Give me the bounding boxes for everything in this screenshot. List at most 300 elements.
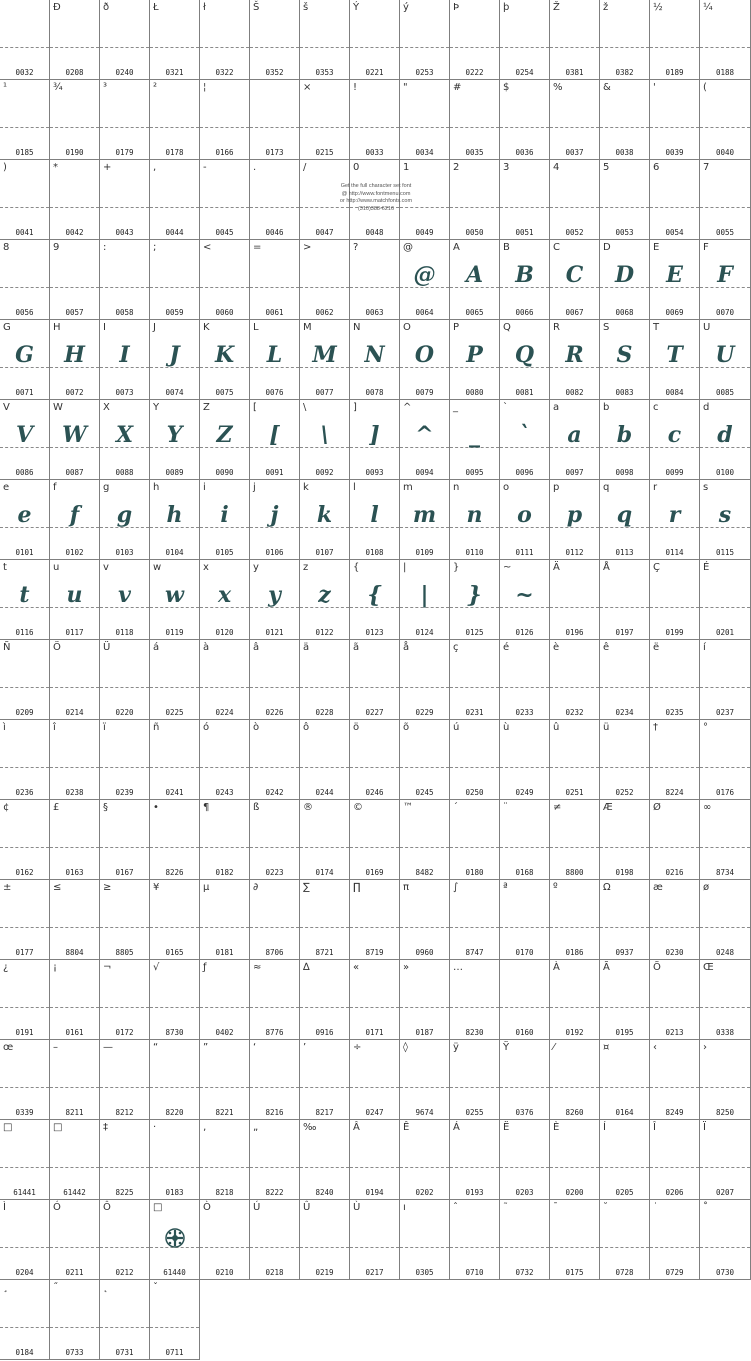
glyph-cell bbox=[0, 1280, 50, 1360]
character-label: o bbox=[503, 482, 510, 493]
glyph-cell bbox=[0, 240, 50, 320]
glyph-cell bbox=[550, 880, 600, 960]
character-label: ˙ bbox=[653, 1202, 658, 1213]
baseline-divider bbox=[500, 927, 549, 928]
character-label: ñ bbox=[153, 722, 160, 733]
character-label: ½ bbox=[653, 2, 663, 13]
character-label: 3 bbox=[503, 162, 510, 173]
character-label: , bbox=[153, 162, 157, 173]
character-label: Ø bbox=[653, 802, 661, 813]
character-label: ◊ bbox=[403, 1042, 408, 1053]
character-code: 0220 bbox=[115, 708, 134, 717]
character-label: ú bbox=[453, 722, 460, 733]
glyph-cell bbox=[550, 800, 600, 880]
character-code: 0228 bbox=[315, 708, 334, 717]
character-label: Á bbox=[453, 1122, 460, 1133]
character-label: … bbox=[453, 962, 463, 973]
character-code: 0227 bbox=[365, 708, 384, 717]
character-code: 0116 bbox=[15, 628, 34, 637]
baseline-divider bbox=[0, 127, 49, 128]
character-code: 0053 bbox=[615, 228, 634, 237]
glyph-cell bbox=[450, 1120, 500, 1200]
glyph-cell bbox=[300, 800, 350, 880]
character-label: ˚ bbox=[703, 1202, 708, 1213]
glyph-cell bbox=[550, 0, 600, 80]
character-code: 0105 bbox=[215, 548, 234, 557]
glyph-cell bbox=[300, 1120, 350, 1200]
glyph-cell bbox=[700, 80, 751, 160]
character-code: 8776 bbox=[265, 1028, 284, 1037]
character-label: ˘ bbox=[603, 1202, 608, 1213]
baseline-divider bbox=[100, 1247, 149, 1248]
glyph-cell bbox=[100, 240, 150, 320]
glyph-cell bbox=[450, 0, 500, 80]
character-code: 0233 bbox=[515, 708, 534, 717]
character-label: Þ bbox=[453, 2, 460, 13]
baseline-divider bbox=[50, 1247, 99, 1248]
character-label: Z bbox=[203, 402, 210, 413]
font-glyph-sample: f bbox=[69, 502, 80, 528]
glyph-cell bbox=[450, 480, 500, 560]
baseline-divider bbox=[350, 1247, 399, 1248]
glyph-cell bbox=[600, 240, 650, 320]
glyph-cell bbox=[400, 320, 450, 400]
character-code: 8230 bbox=[465, 1028, 484, 1037]
character-code: 0040 bbox=[715, 148, 735, 157]
character-label: v bbox=[103, 562, 109, 573]
glyph-cell bbox=[450, 960, 500, 1040]
font-glyph-sample: R bbox=[565, 342, 584, 368]
character-label: Ω bbox=[603, 882, 611, 893]
character-label: Ý bbox=[353, 2, 360, 13]
baseline-divider bbox=[600, 1007, 649, 1008]
character-code: 0047 bbox=[315, 228, 334, 237]
character-label: õ bbox=[403, 722, 410, 733]
character-code: 0198 bbox=[615, 868, 634, 877]
glyph-cell bbox=[0, 960, 50, 1040]
glyph-cell bbox=[250, 240, 300, 320]
glyph-cell bbox=[500, 1040, 550, 1120]
character-code: 0241 bbox=[165, 788, 184, 797]
baseline-divider bbox=[250, 927, 299, 928]
baseline-divider bbox=[200, 767, 249, 768]
font-glyph-sample: X bbox=[115, 422, 134, 448]
glyph-cell bbox=[150, 400, 200, 480]
baseline-divider bbox=[100, 1087, 149, 1088]
baseline-divider bbox=[700, 207, 750, 208]
character-code: 8482 bbox=[415, 868, 434, 877]
character-label: Ó bbox=[53, 1202, 61, 1213]
character-code: 0219 bbox=[315, 1268, 334, 1277]
character-code: 0183 bbox=[165, 1188, 184, 1197]
glyph-cell bbox=[250, 800, 300, 880]
character-label: ⁄ bbox=[553, 1042, 555, 1053]
character-label: î bbox=[53, 722, 56, 733]
baseline-divider bbox=[0, 927, 49, 928]
glyph-cell bbox=[500, 640, 550, 720]
character-code: 0245 bbox=[415, 788, 434, 797]
baseline-divider bbox=[250, 1087, 299, 1088]
glyph-cell bbox=[100, 960, 150, 1040]
font-glyph-sample: s bbox=[718, 502, 732, 528]
character-label: ı bbox=[403, 1202, 406, 1213]
baseline-divider bbox=[650, 687, 699, 688]
character-code: 0172 bbox=[115, 1028, 134, 1037]
character-label: 7 bbox=[703, 162, 710, 173]
grid-row bbox=[0, 1280, 751, 1360]
character-code: 8800 bbox=[565, 868, 584, 877]
character-code: 0096 bbox=[515, 468, 534, 477]
character-code: 0254 bbox=[515, 68, 534, 77]
character-label: ¾ bbox=[53, 82, 63, 93]
baseline-divider bbox=[450, 207, 499, 208]
glyph-cell bbox=[350, 400, 400, 480]
character-code: 0070 bbox=[715, 308, 735, 317]
glyph-cell bbox=[650, 1120, 700, 1200]
font-info-note bbox=[336, 183, 416, 213]
glyph-cell bbox=[450, 640, 500, 720]
baseline-divider bbox=[500, 207, 549, 208]
glyph-cell bbox=[700, 1200, 751, 1280]
font-glyph-sample: u bbox=[66, 582, 83, 608]
glyph-cell bbox=[50, 240, 100, 320]
character-code: 0217 bbox=[365, 1268, 384, 1277]
character-label: ‰ bbox=[303, 1122, 317, 1133]
baseline-divider bbox=[550, 1247, 599, 1248]
baseline-divider bbox=[250, 287, 299, 288]
grid-row bbox=[0, 400, 751, 480]
character-code: 0120 bbox=[215, 628, 234, 637]
character-label: ) bbox=[3, 162, 7, 173]
glyph-cell bbox=[450, 720, 500, 800]
character-code: 0064 bbox=[415, 308, 434, 317]
baseline-divider bbox=[550, 927, 599, 928]
baseline-divider bbox=[50, 1327, 99, 1328]
character-code: 8212 bbox=[115, 1108, 134, 1117]
baseline-divider bbox=[300, 1167, 349, 1168]
glyph-cell bbox=[450, 1040, 500, 1120]
character-label: é bbox=[503, 642, 510, 653]
font-glyph-sample: Q bbox=[514, 342, 535, 368]
character-code: 0305 bbox=[415, 1268, 434, 1277]
character-label: } bbox=[453, 562, 460, 573]
character-code: 0234 bbox=[615, 708, 634, 717]
glyph-cell bbox=[600, 720, 650, 800]
baseline-divider bbox=[300, 1247, 349, 1248]
baseline-divider bbox=[700, 1167, 750, 1168]
font-glyph-sample: h bbox=[166, 502, 183, 528]
glyph-cell bbox=[50, 960, 100, 1040]
note-line: (310)388-6216 bbox=[357, 205, 395, 212]
font-glyph-sample: ~ bbox=[515, 582, 534, 608]
character-code: 0252 bbox=[615, 788, 634, 797]
character-code: 0114 bbox=[665, 548, 684, 557]
glyph-cell bbox=[100, 640, 150, 720]
baseline-divider bbox=[500, 1167, 549, 1168]
character-code: 0230 bbox=[665, 948, 684, 957]
baseline-divider bbox=[100, 47, 149, 48]
character-code: 0090 bbox=[215, 468, 234, 477]
baseline-divider bbox=[650, 1247, 699, 1248]
baseline-divider bbox=[350, 1007, 399, 1008]
character-label: œ bbox=[3, 1042, 14, 1053]
font-glyph-sample: k bbox=[316, 502, 333, 528]
character-label: Ã bbox=[603, 962, 610, 973]
glyph-cell bbox=[650, 320, 700, 400]
character-code: 0242 bbox=[265, 788, 284, 797]
character-label: 0 bbox=[353, 162, 360, 173]
character-label: ® bbox=[303, 802, 313, 813]
character-code: 0037 bbox=[565, 148, 584, 157]
glyph-cell bbox=[650, 80, 700, 160]
glyph-cell bbox=[200, 240, 250, 320]
character-code: 0054 bbox=[665, 228, 684, 237]
character-code: 0108 bbox=[365, 548, 384, 557]
font-glyph-sample: P bbox=[466, 342, 483, 368]
character-label: Ö bbox=[53, 642, 61, 653]
glyph-cell bbox=[400, 400, 450, 480]
glyph-cell bbox=[300, 0, 350, 80]
glyph-cell bbox=[400, 720, 450, 800]
font-glyph-sample: z bbox=[318, 582, 331, 608]
character-code: 0088 bbox=[115, 468, 134, 477]
character-code: 0338 bbox=[715, 1028, 735, 1037]
character-code: 0113 bbox=[615, 548, 634, 557]
character-label: ≠ bbox=[553, 802, 562, 813]
font-glyph-sample: c bbox=[667, 422, 682, 448]
character-code: 8240 bbox=[315, 1188, 334, 1197]
glyph-cell bbox=[500, 560, 550, 640]
character-code: 0247 bbox=[365, 1108, 384, 1117]
font-glyph-sample: d bbox=[717, 422, 733, 448]
glyph-cell bbox=[100, 560, 150, 640]
character-code: 0165 bbox=[165, 948, 184, 957]
character-label: G bbox=[3, 322, 11, 333]
baseline-divider bbox=[100, 1007, 149, 1008]
glyph-cell bbox=[550, 80, 600, 160]
grid-row bbox=[0, 640, 751, 720]
character-label: ³ bbox=[103, 82, 108, 93]
font-glyph-sample: [ bbox=[269, 422, 280, 448]
glyph-cell bbox=[450, 1200, 500, 1280]
grid-row bbox=[0, 720, 751, 800]
font-glyph-sample: r bbox=[668, 502, 681, 528]
character-code: 0249 bbox=[515, 788, 534, 797]
character-code: 0177 bbox=[15, 948, 34, 957]
character-code: 8804 bbox=[65, 948, 84, 957]
font-glyph-sample: T bbox=[666, 342, 683, 368]
character-code: 0960 bbox=[415, 948, 434, 957]
character-label: ∑ bbox=[303, 882, 310, 893]
baseline-divider bbox=[350, 847, 399, 848]
glyph-cell bbox=[150, 1040, 200, 1120]
glyph-cell bbox=[450, 320, 500, 400]
glyph-cell bbox=[500, 0, 550, 80]
character-label: ª bbox=[503, 882, 508, 893]
character-code: 0733 bbox=[65, 1348, 84, 1357]
character-label: É bbox=[703, 562, 710, 573]
baseline-divider bbox=[400, 1247, 449, 1248]
character-label: u bbox=[53, 562, 60, 573]
character-code: 0058 bbox=[115, 308, 134, 317]
character-code: 8211 bbox=[65, 1108, 84, 1117]
character-label: c bbox=[653, 402, 659, 413]
glyph-cell bbox=[0, 880, 50, 960]
character-code: 0352 bbox=[265, 68, 284, 77]
character-label: ~ bbox=[503, 562, 512, 573]
glyph-cell bbox=[700, 240, 751, 320]
grid-row bbox=[0, 1040, 751, 1120]
character-code: 8216 bbox=[265, 1108, 284, 1117]
character-label: 1 bbox=[403, 162, 410, 173]
character-code: 0180 bbox=[465, 868, 484, 877]
font-glyph-sample: F bbox=[717, 262, 733, 288]
glyph-cell bbox=[200, 160, 250, 240]
font-glyph-sample: H bbox=[64, 342, 85, 368]
baseline-divider bbox=[100, 287, 149, 288]
character-code: 0124 bbox=[415, 628, 434, 637]
glyph-cell bbox=[50, 400, 100, 480]
character-code: 0187 bbox=[415, 1028, 434, 1037]
character-label: µ bbox=[203, 882, 210, 893]
baseline-divider bbox=[350, 287, 399, 288]
glyph-cell bbox=[350, 80, 400, 160]
baseline-divider bbox=[100, 847, 149, 848]
font-glyph-sample: D bbox=[614, 262, 635, 288]
baseline-divider bbox=[50, 847, 99, 848]
character-label: ã bbox=[353, 642, 360, 653]
character-label: ' bbox=[653, 82, 656, 93]
glyph-cell bbox=[300, 1200, 350, 1280]
glyph-cell bbox=[50, 880, 100, 960]
character-label: ² bbox=[153, 82, 158, 93]
glyph-cell bbox=[550, 240, 600, 320]
glyph-cell bbox=[450, 400, 500, 480]
character-code: 0212 bbox=[115, 1268, 134, 1277]
font-glyph-sample: t bbox=[19, 582, 30, 608]
character-label: Ž bbox=[553, 2, 560, 13]
baseline-divider bbox=[250, 127, 299, 128]
glyph-cell bbox=[350, 1040, 400, 1120]
glyph-cell bbox=[400, 1120, 450, 1200]
character-label: p bbox=[553, 482, 560, 493]
character-label: â bbox=[253, 642, 260, 653]
glyph-cell bbox=[250, 560, 300, 640]
grid-row bbox=[0, 880, 751, 960]
glyph-cell bbox=[350, 240, 400, 320]
glyph-cell bbox=[400, 80, 450, 160]
character-code: 0213 bbox=[665, 1028, 684, 1037]
glyph-cell bbox=[0, 480, 50, 560]
glyph-cell bbox=[200, 400, 250, 480]
glyph-cell bbox=[500, 880, 550, 960]
baseline-divider bbox=[50, 1007, 99, 1008]
character-code: 0402 bbox=[215, 1028, 234, 1037]
glyph-cell bbox=[550, 560, 600, 640]
character-code: 0126 bbox=[515, 628, 534, 637]
font-glyph-sample: } bbox=[467, 582, 482, 608]
glyph-cell bbox=[600, 80, 650, 160]
character-code: 0168 bbox=[515, 868, 534, 877]
glyph-cell bbox=[250, 160, 300, 240]
character-label: O bbox=[403, 322, 411, 333]
character-label: 8 bbox=[3, 242, 10, 253]
glyph-cell bbox=[150, 640, 200, 720]
character-code: 0211 bbox=[65, 1268, 84, 1277]
baseline-divider bbox=[400, 1087, 449, 1088]
grid-row bbox=[0, 1120, 751, 1200]
character-code: 8747 bbox=[465, 948, 484, 957]
character-label: ™ bbox=[403, 802, 413, 813]
glyph-cell bbox=[300, 560, 350, 640]
character-label: A bbox=[453, 242, 460, 253]
character-label: ß bbox=[253, 802, 260, 813]
glyph-cell bbox=[600, 640, 650, 720]
character-code: 0083 bbox=[615, 388, 634, 397]
glyph-cell bbox=[300, 480, 350, 560]
glyph-cell bbox=[400, 1040, 450, 1120]
character-label: Ð bbox=[53, 2, 61, 13]
character-code: 0111 bbox=[515, 548, 534, 557]
character-label: † bbox=[653, 722, 658, 733]
glyph-cell bbox=[50, 1040, 100, 1120]
glyph-cell bbox=[600, 560, 650, 640]
baseline-divider bbox=[50, 1167, 99, 1168]
glyph-cell bbox=[200, 1120, 250, 1200]
baseline-divider bbox=[650, 847, 699, 848]
character-code: 61441 bbox=[13, 1188, 36, 1197]
character-label: V bbox=[3, 402, 10, 413]
baseline-divider bbox=[650, 607, 699, 608]
character-code: 0164 bbox=[615, 1108, 634, 1117]
baseline-divider bbox=[300, 47, 349, 48]
character-label: ¥ bbox=[153, 882, 160, 893]
baseline-divider bbox=[500, 767, 549, 768]
baseline-divider bbox=[250, 1007, 299, 1008]
glyph-cell bbox=[450, 80, 500, 160]
character-code: 8805 bbox=[115, 948, 134, 957]
character-label: $ bbox=[503, 82, 510, 93]
baseline-divider bbox=[400, 127, 449, 128]
character-label: – bbox=[53, 1042, 58, 1053]
glyph-cell bbox=[350, 640, 400, 720]
character-code: 0239 bbox=[115, 788, 134, 797]
glyph-cell bbox=[200, 960, 250, 1040]
glyph-cell bbox=[100, 160, 150, 240]
baseline-divider bbox=[400, 47, 449, 48]
glyph-cell bbox=[200, 80, 250, 160]
glyph-cell bbox=[50, 320, 100, 400]
character-label: z bbox=[303, 562, 309, 573]
character-label: 6 bbox=[653, 162, 660, 173]
character-code: 0710 bbox=[465, 1268, 484, 1277]
baseline-divider bbox=[250, 687, 299, 688]
character-code: 8221 bbox=[215, 1108, 234, 1117]
baseline-divider bbox=[450, 127, 499, 128]
character-code: 0221 bbox=[365, 68, 384, 77]
baseline-divider bbox=[0, 687, 49, 688]
character-label: U bbox=[703, 322, 711, 333]
character-label: ˜ bbox=[503, 1202, 508, 1213]
glyph-cell bbox=[100, 320, 150, 400]
character-label: w bbox=[153, 562, 162, 573]
character-label: ( bbox=[703, 82, 707, 93]
baseline-divider bbox=[250, 1247, 299, 1248]
baseline-divider bbox=[400, 847, 449, 848]
character-code: 8719 bbox=[365, 948, 384, 957]
character-code: 0730 bbox=[715, 1268, 735, 1277]
character-label: “ bbox=[153, 1042, 159, 1053]
